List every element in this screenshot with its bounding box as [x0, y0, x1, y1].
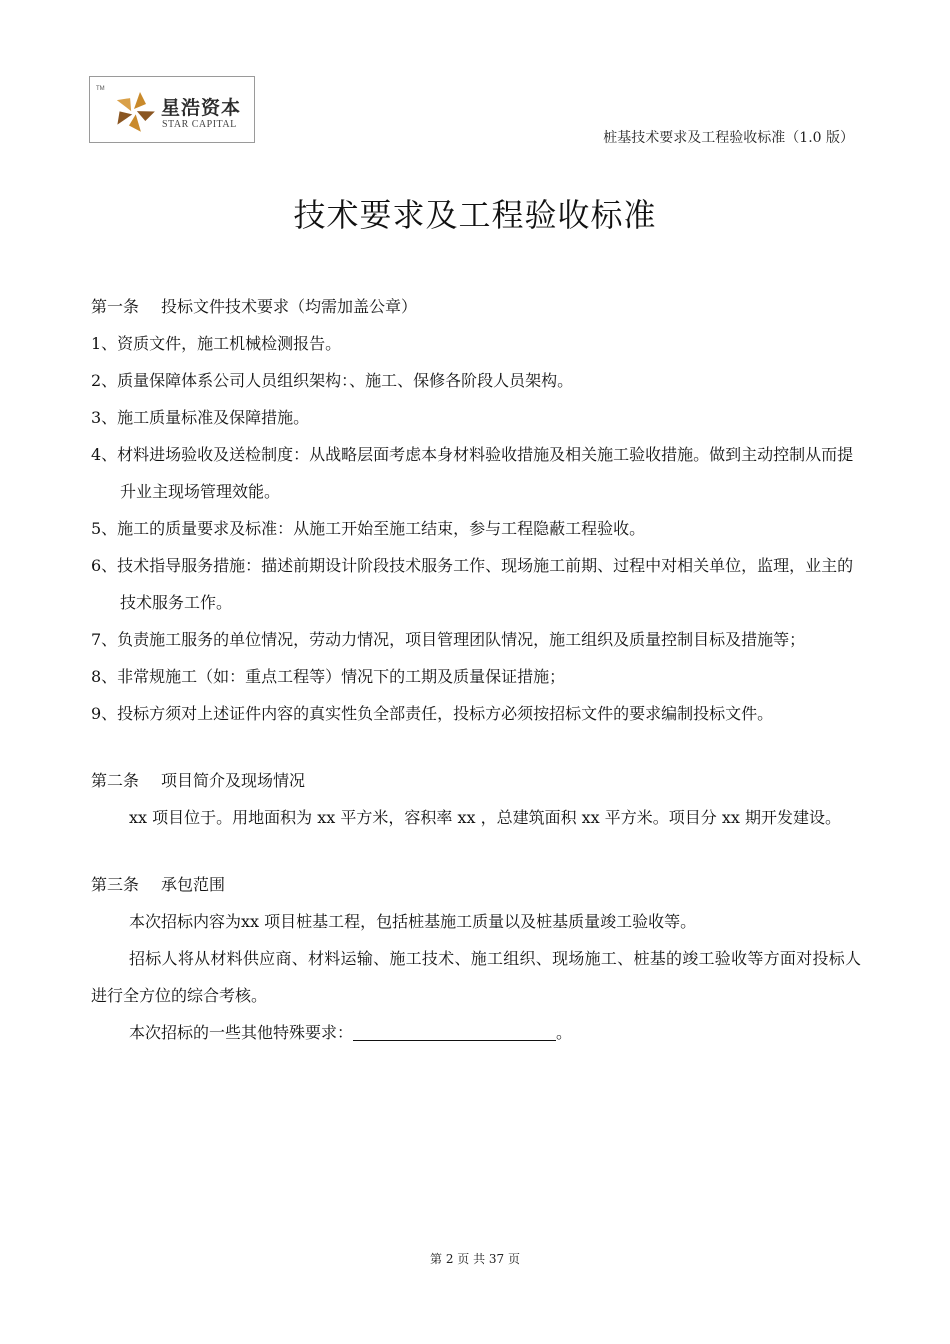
list-item: 6、技术指导服务措施：描述前期设计阶段技术服务工作、现场施工前期、过程中对相关单位，监理，业主的技术服务工作。: [91, 556, 854, 612]
page-title: 技术要求及工程验收标准: [293, 196, 657, 234]
logo-name-cn: 星浩资本: [161, 97, 242, 119]
star-logo-icon: [110, 88, 158, 136]
company-logo: [89, 76, 255, 143]
list-item: 3、施工质量标准及保障措施。: [91, 408, 310, 427]
logo-name-en: STAR CAPITAL: [162, 119, 237, 130]
trademark-label: TM: [96, 86, 105, 92]
list-item: 7、负责施工服务的单位情况，劳动力情况，项目管理团队情况，施工组织及质量控制目标及措施等；: [91, 630, 806, 649]
sentence-end: 。: [556, 1023, 573, 1042]
document-body: [91, 288, 861, 1051]
article-number: 第二条: [91, 771, 140, 790]
article-title: 投标文件技术要求（均需加盖公章）: [161, 297, 418, 316]
list-item: 1、资质文件，施工机械检测报告。: [91, 334, 342, 353]
list-item: 9、投标方须对上述证件内容的真实性负全部责任，投标方必须按招标文件的要求编制投标文件。: [91, 704, 774, 723]
article-number: 第一条: [91, 297, 140, 316]
project-overview-paragraph: xx 项目位于。用地面积为 xx 平方米，容积率 xx ，总建筑面积 xx 平方米。项目分 xx 期开发建设。: [129, 808, 842, 827]
document-header-label: 桩基技术要求及工程验收标准（1.0 版）: [603, 130, 854, 146]
article-1-heading: [91, 288, 861, 325]
special-requirements-label: 本次招标的一些其他特殊要求：: [129, 1023, 354, 1042]
list-item: 4、材料进场验收及送检制度：从战略层面考虑本身材料验收措施及相关施工验收措施。做到主动控制从而提升业主现场管理效能。: [91, 445, 854, 501]
special-requirements-line: [91, 1014, 861, 1051]
article-number: 第三条: [91, 875, 140, 894]
list-item: 5、施工的质量要求及标准：从施工开始至施工结束，参与工程隐蔽工程验收。: [91, 519, 646, 538]
fill-in-blank[interactable]: [353, 1022, 556, 1041]
scope-paragraph: 本次招标内容为xx 项目桩基工程，包括桩基施工质量以及桩基质量竣工验收等。: [129, 912, 697, 931]
scope-paragraph: 招标人将从材料供应商、材料运输、施工技术、施工组织、现场施工、桩基的竣工验收等方面对投标人进行全方位的综合考核。: [91, 949, 861, 1005]
list-item: 8、非常规施工（如：重点工程等）情况下的工期及质量保证措施；: [91, 667, 566, 686]
list-item: 2、质量保障体系公司人员组织架构：、施工、保修各阶段人员架构。: [91, 371, 574, 390]
article-title: 承包范围: [161, 875, 226, 894]
article-3-heading: [91, 866, 861, 903]
article-2-heading: [91, 762, 861, 799]
page-number: 第 2 页 共 37 页: [430, 1252, 520, 1266]
article-title: 项目简介及现场情况: [161, 771, 306, 790]
